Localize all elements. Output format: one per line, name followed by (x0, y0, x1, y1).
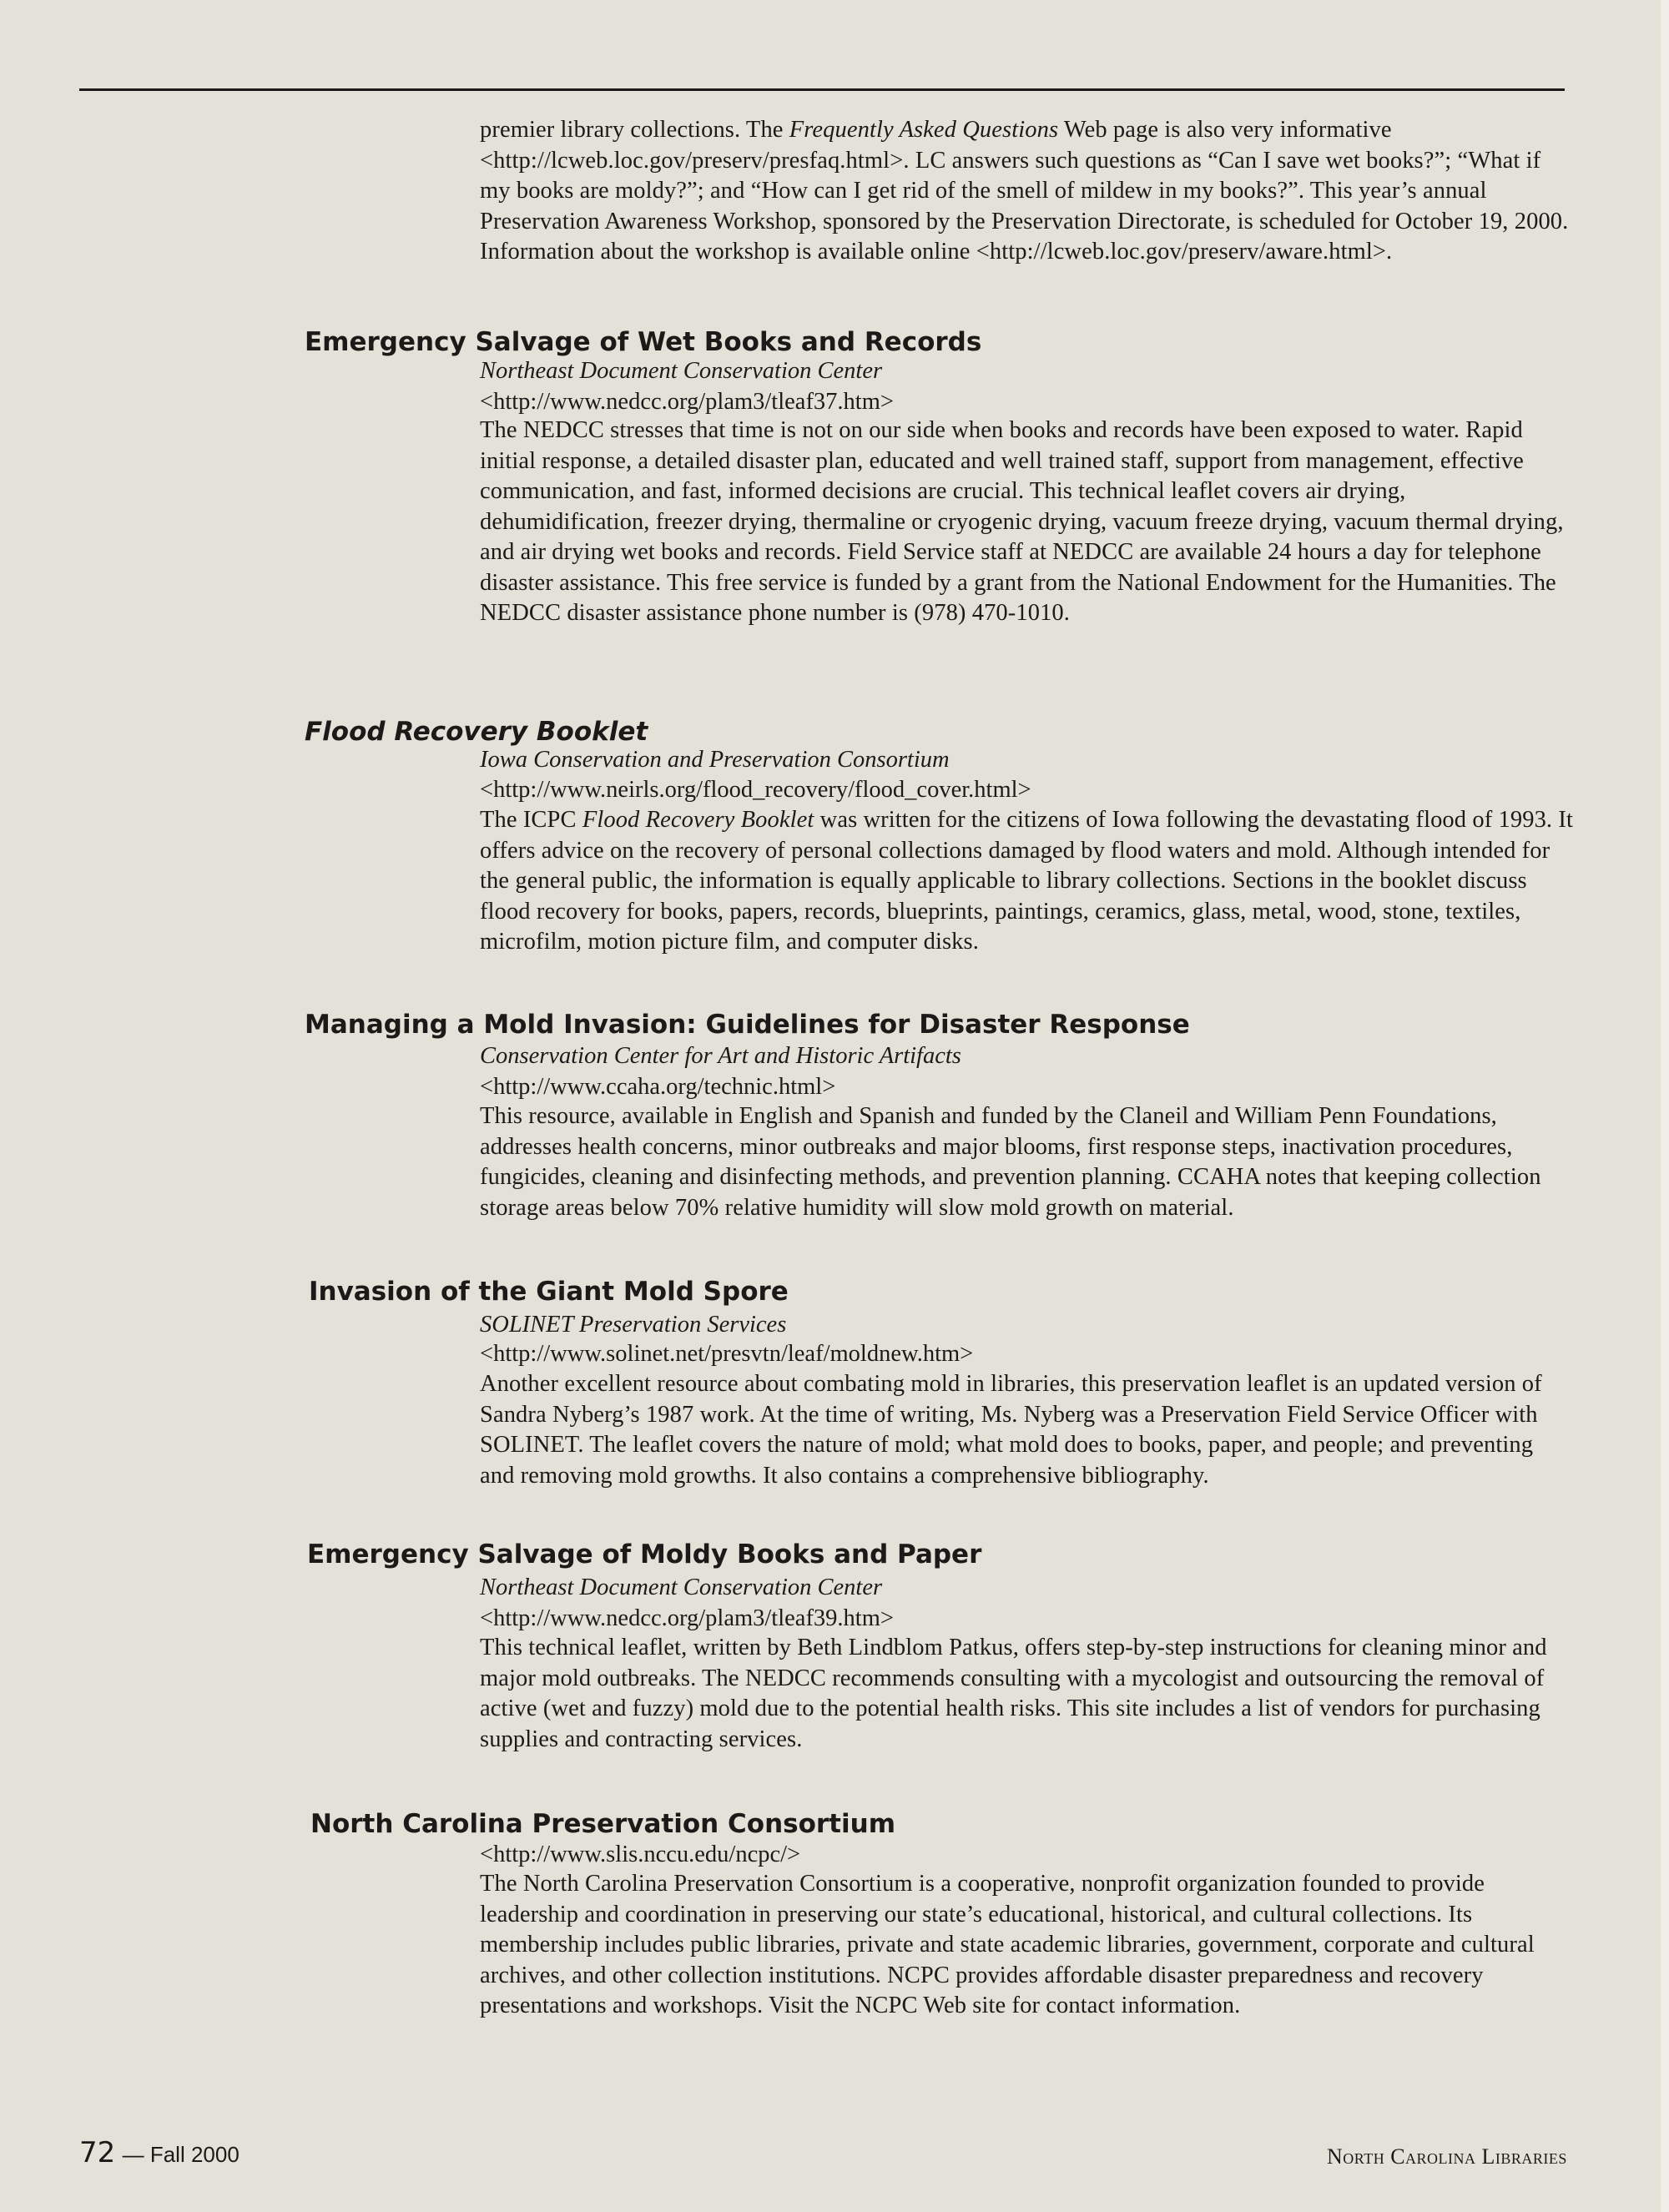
entry-source: Conservation Center for Art and Historic Artifacts (480, 1043, 961, 1069)
entry-url[interactable]: <http://www.ccaha.org/technic.html> (480, 1074, 836, 1100)
entry-body: The NEDCC stresses that time is not on our side when books and records have been exposed to water. Rapid initial response, a detailed disaster plan, educated and well trained staff, support from management, effective communication, and fast, informed decisions are crucial. This technical leaflet covers air drying, dehumidification, freezer drying, thermaline or cryogenic drying, vacuum freeze drying, vacuum thermal drying, and air drying wet books and records. Field Service staff at NEDCC are available 24 hours a day for telephone disaster assistance. This free service is funded by a grant from the National Endowment for the Humanities. The NEDCC disaster assistance phone number is (978) 470-1010. (480, 417, 1564, 626)
entry-source: Iowa Conservation and Preservation Consortium (480, 747, 950, 773)
intro-paragraph (480, 115, 1573, 268)
entry-url[interactable]: <http://www.neirls.org/flood_recovery/flood_cover.html> (480, 777, 1031, 803)
entry-source: Northeast Document Conservation Center (480, 358, 883, 384)
entry-source: Northeast Document Conservation Center (480, 1575, 883, 1600)
page-number: 72 (79, 2136, 116, 2169)
intro-text-pre: premier library collections. The (480, 117, 789, 143)
entry-title: Invasion of the Giant Mold Spore (309, 1277, 789, 1307)
entry-body (480, 805, 1573, 958)
issue-label: — Fall 2000 (122, 2142, 240, 2167)
entry-url[interactable]: <http://www.nedcc.org/plam3/tleaf39.htm> (480, 1605, 894, 1631)
entry-title: Emergency Salvage of Moldy Books and Paper (307, 1539, 982, 1570)
entry-body: This resource, available in English and Spanish and funded by the Claneil and William Penn Foundations, addresses health concerns, minor outbreaks and major blooms, first response steps, inactivation procedures, fungicides, cleaning and disinfecting methods, and prevention planning. CCAHA notes that keeping collection storage areas below 70% relative humidity will slow mold growth on material. (480, 1103, 1541, 1221)
journal-name: North Carolina Libraries (1327, 2144, 1567, 2169)
page-edge (1661, 0, 1669, 2212)
entry-title: Managing a Mold Invasion: Guidelines for Disaster Response (305, 1010, 1190, 1040)
intro-faq-title: Frequently Asked Questions (789, 117, 1059, 143)
entry-url[interactable]: <http://www.nedcc.org/plam3/tleaf37.htm> (480, 389, 894, 415)
entry-url[interactable]: <http://www.slis.nccu.edu/ncpc/> (480, 1842, 801, 1867)
entry-source: SOLINET Preservation Services (480, 1312, 787, 1338)
top-rule (79, 88, 1565, 91)
entry-title: North Carolina Preservation Consortium (310, 1809, 895, 1839)
entry-title: Emergency Salvage of Wet Books and Records (305, 327, 982, 357)
entry-body: Another excellent resource about combating mold in libraries, this preservation leaflet is an updated version of Sandra Nyberg’s 1987 work. At the time of writing, Ms. Nyberg was a Preservation Field Service Officer with SOLINET. The leaflet covers the nature of mold; what mold does to books, paper, and people; and preventing and removing mold growths. It also contains a comprehensive bibliography. (480, 1371, 1542, 1489)
entry-body-italic: Flood Recovery Booklet (582, 807, 814, 833)
intro-text-post: Web page is also very informative <http://lcweb.loc.gov/preserv/presfaq.html>. LC answers such questions as “Can I save wet books?”; “What if my books are moldy?”; and “How can I get rid of the smell of mildew in my books?”. This year’s annual Preservation Awareness Workshop, sponsored by the Preservation Directorate, is scheduled for October 19, 2000. Information about the workshop is available online <http://lcweb.loc.gov/preserv/aware.html>. (480, 117, 1569, 265)
entry-title: Flood Recovery Booklet (305, 717, 648, 747)
page-footer-left (79, 2136, 240, 2169)
entry-body: This technical leaflet, written by Beth Lindblom Patkus, offers step-by-step instructions for cleaning minor and major mold outbreaks. The NEDCC recommends consulting with a mycologist and outsourcing the removal of active (wet and fuzzy) mold due to the potential health risks. This site includes a list of vendors for purchasing supplies and contracting services. (480, 1635, 1547, 1752)
entry-body-post: was written for the citizens of Iowa following the devastating flood of 1993. It offers advice on the recovery of personal collections damaged by flood waters and mold. Although intended for the general public, the information is equally applicable to library collections. Sections in the booklet discuss flood recovery for books, papers, records, blueprints, paintings, ceramics, glass, metal, wood, stone, textiles, microfilm, motion picture film, and computer disks. (480, 807, 1573, 955)
entry-body-pre: The ICPC (480, 807, 582, 833)
entry-body: The North Carolina Preservation Consortium is a cooperative, nonprofit organization founded to provide leadership and coordination in preserving our state’s educational, historical, and cultural collections. Its membership includes public libraries, private and state academic libraries, government, corporate and cultural archives, and other collection institutions. NCPC provides affordable disaster preparedness and recovery presentations and workshops. Visit the NCPC Web site for contact information. (480, 1871, 1535, 2018)
entry-url[interactable]: <http://www.solinet.net/presvtn/leaf/moldnew.htm> (480, 1341, 974, 1367)
